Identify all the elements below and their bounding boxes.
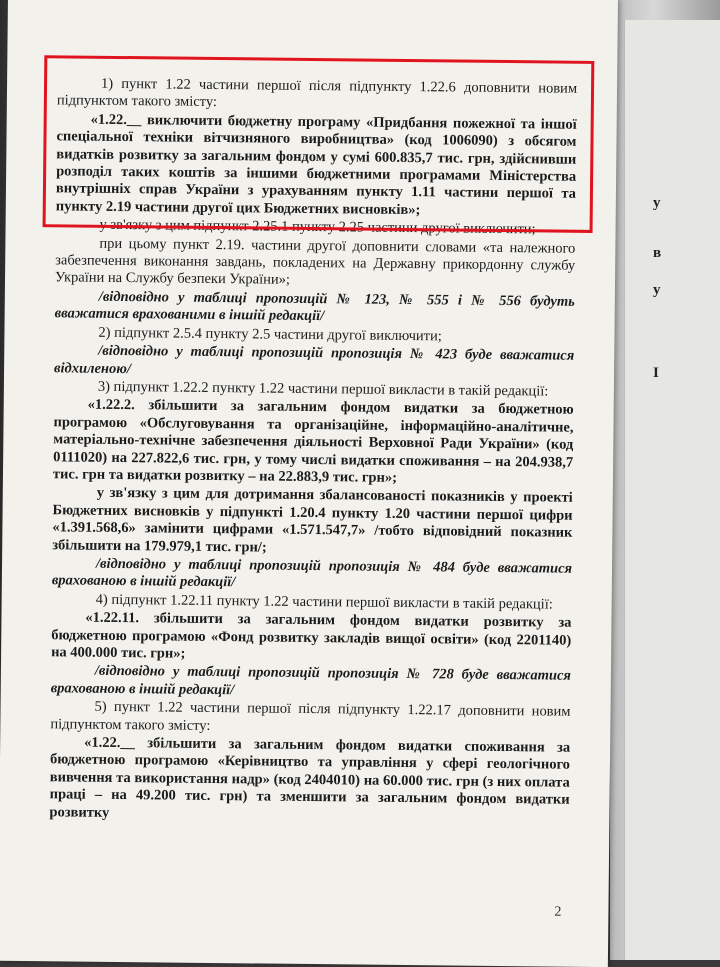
adjacent-page-mark: І <box>653 365 659 381</box>
paragraph: у зв'язку з цим підпункт 2.25.1 пункту 2.25 частини другої виключити; <box>99 217 536 238</box>
paragraph: /відповідно у таблиці пропозицій № 123, № 555 і № 556 будуть вважатися врахованими в іншій редакції/ <box>54 288 575 325</box>
paragraph: «1.22.11. збільшити за загальним фондом видатки розвитку за бюджетною програмою «Фонд розвитку закладів вищої освіти» (код 2201140) на 400.000 тис. грн»; <box>51 609 572 662</box>
paragraph: /відповідно у таблиці пропозицій пропозиція № 484 буде вважатися врахованою в іншій редакції/ <box>51 555 573 591</box>
paragraph: 1) пункт 1.22 частини першої після підпункту 1.22.6 доповнити новим підпунктом такого змісту: <box>56 75 578 111</box>
paragraph: 4) підпункт 1.22.11 пункту 1.22 частини першої викласти в такій редакції: <box>95 591 553 613</box>
paragraph: /відповідно у таблиці пропозицій пропозиція № 423 буде вважатися відхиленою/ <box>54 342 575 377</box>
adjacent-page-mark: у <box>653 282 661 298</box>
paragraph: при цьому пункт 2.19. частини другої доповнити словами «та належного забезпечення виконання завдань, покладених на Державну прикордонну службу України на Службу безпеки України»; <box>54 235 576 289</box>
adjacent-page-mark: в <box>653 245 662 261</box>
paragraph: «1.22.__ виключити бюджетну програму «Придбання пожежної та іншої спеціальної техніки вітчизняного виробництва» (код 1006090) з обсягом видатків розвитку за загальним фондом у сумі 600.835,7 тис. грн, здійснивши розподіл таких коштів за іншими бюджетними програмами Міністерства внутрішніх справ України з урахуванням пункту 1.11 частини першої та пункту 2.19 частини другої цих Бюджетних висновків»; <box>55 111 577 218</box>
paragraph: /відповідно у таблиці пропозицій пропозиція № 728 буде вважатися врахованою в іншій редакції/ <box>50 663 571 699</box>
red-highlight-box <box>43 55 595 233</box>
paragraph: «1.22.__ збільшити за загальним фондом видатки споживання за бюджетною програмою «Керівництво та управління у сфері геологічного вивчення та використання надр» (код 2404010) на 60.000 тис. грн (з них оплата праці – на 49.200 тис. грн) та зменшити за загальним фондом видатки розвитку <box>49 734 571 821</box>
paragraph: 2) підпункт 2.5.4 пункту 2.5 частини другої виключити; <box>98 324 442 345</box>
paragraph: 3) підпункт 1.22.2 пункту 1.22 частини першої викласти в такій редакції: <box>97 378 549 400</box>
paragraph: 5) пункт 1.22 частини першої після підпункту 1.22.17 доповнити новим підпунктом такого змісту: <box>50 698 571 734</box>
page-number: 2 <box>554 904 562 920</box>
paragraph: «1.22.2. збільшити за загальним фондом видатки за бюджетною програмою «Обслуговування та організаційне, інформаційно-аналітичне, матеріально-технічне забезпечення діяльності Верховної Ради України» (код 0111020) на 227.822,6 тис. грн, у тому числі видатки споживання – на 204.938,7 тис. грн та видатки розвитку – на 22.883,9 тис. грн»; <box>52 396 574 486</box>
paragraph: у зв'язку з цим для дотримання збалансованості показників у проекті Бюджетних висновків у підпункті 1.20.4 пункту 1.20 частини першої цифри «1.391.568,6» замінити цифрами «1.571.547,7» /тобто відповідний показник збільшити на 179.979,1 тис. грн/; <box>52 485 573 556</box>
adjacent-page-mark: у <box>653 195 661 211</box>
adjacent-page <box>624 20 720 960</box>
